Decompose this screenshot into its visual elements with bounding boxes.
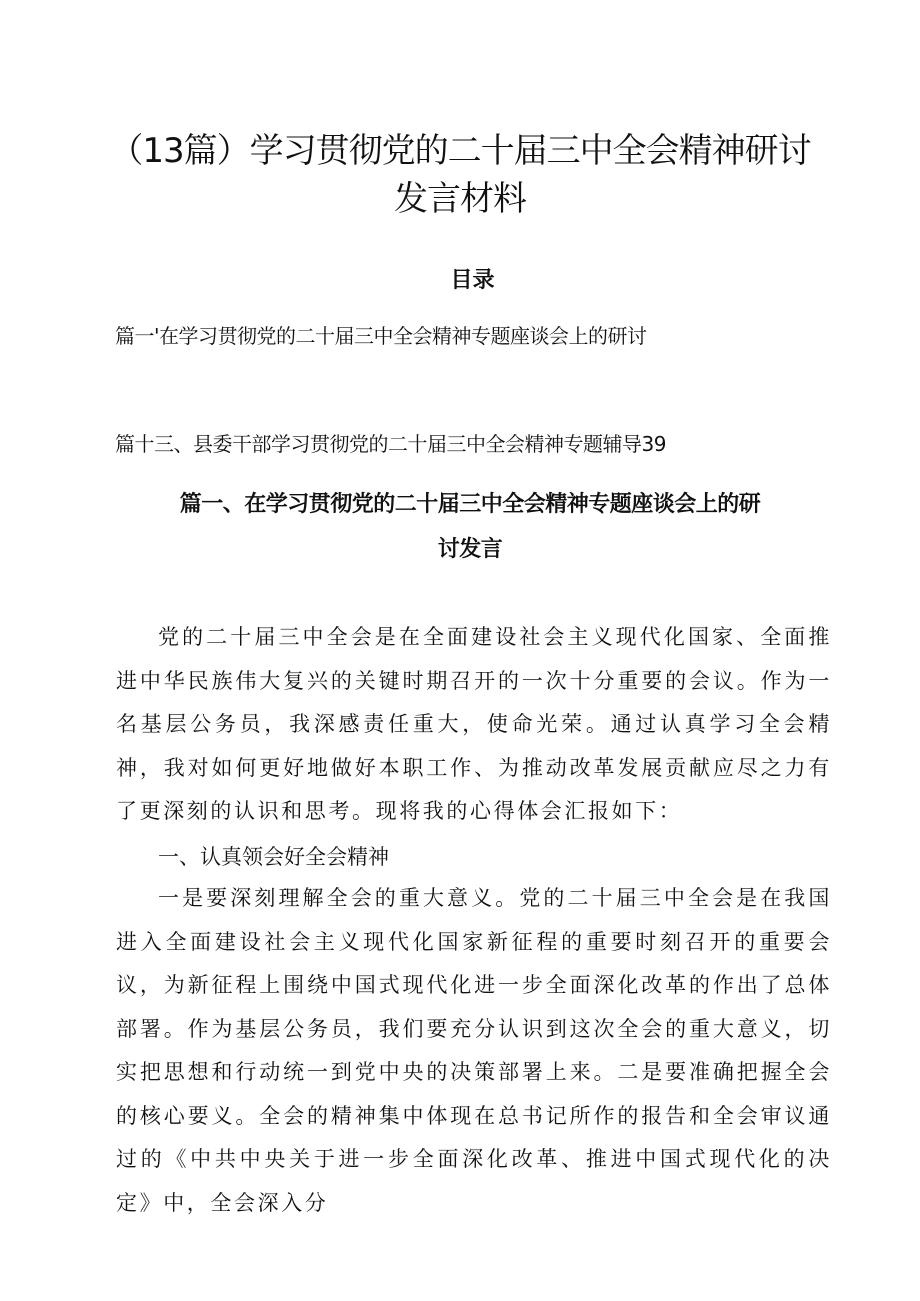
section-title-line-2: 讨发言 (437, 537, 503, 562)
body-paragraph-1: 党的二十届三中全会是在全面建设社会主义现代化国家、全面推进中华民族伟大复兴的关键时期召开的一次十分重要的会议。作为一名基层公务员，我深感责任重大，使命光荣。通过认真学习全会精神，我对如何更好地做好本职工作、为推动改革发展贡献应尽之力有了更深刻的认识和思考。现将我的心得体会汇报如下： (116, 625, 832, 823)
toc-heading: 目录 (450, 268, 495, 293)
toc-item-1: 篇一'在学习贯彻党的二十届三中全会精神专题座谈会上的研讨 (115, 324, 647, 348)
toc-item-13: 篇十三、县委干部学习贯彻党的二十届三中全会精神专题辅导39 (115, 432, 666, 456)
body-paragraph-2: 一是要深刻理解全会的重大意义。党的二十届三中全会是在我国进入全面建设社会主义现代化国家新征程的重要时刻召开的重要会议，为新征程上围绕中国式现代化进一步全面深化改革的作出了总体部署。作为基层公务员，我们要充分认识到这次全会的重大意义，切实把思想和行动统一到党中央的决策部署上来。二是要准确把握全会的核心要义。全会的精神集中体现在总书记所作的报告和全会审议通过的《中共中央关于进一步全面深化改革、推进中国式现代化的决定》中，全会深入分 (116, 886, 832, 1215)
sub-heading-1: 一、认真领会好全会精神 (158, 845, 389, 869)
document-title-line-1: （13篇）学习贯彻党的二十届三中全会精神研讨 (109, 131, 811, 171)
section-title-line-1: 篇一、在学习贯彻党的二十届三中全会精神专题座谈会上的研 (179, 492, 761, 517)
document-title-line-2: 发言材料 (394, 179, 526, 219)
